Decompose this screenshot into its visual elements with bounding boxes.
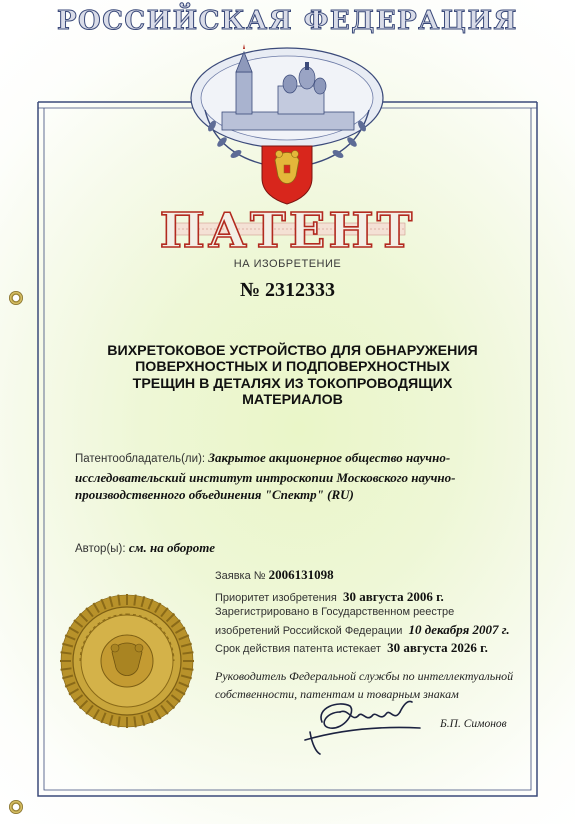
invention-title: [40, 343, 545, 409]
signer-name: Б.П. Симонов: [440, 718, 507, 730]
registered-row-2: [215, 622, 510, 638]
application-row: [215, 567, 334, 583]
document-type-heading: ПАТЕНТ: [159, 203, 416, 259]
invention-title-line: МАТЕРИАЛОВ: [242, 392, 343, 409]
holder-value: Закрытое акционерное общество научно-исследовательский институт интроскопии Московского научно-производственного объединения "Спектр" (RU): [75, 450, 456, 502]
document-subtitle: НА ИЗОБРЕТЕНИЕ: [233, 258, 342, 270]
seal-ray: [61, 668, 72, 669]
author-label: Автор(ы):: [75, 543, 126, 555]
expiry-label: Срок действия патента истекает: [215, 643, 381, 655]
coat-of-arms-icon: [262, 146, 312, 204]
binder-hole-icon: [9, 800, 23, 814]
invention-title-line: ПОВЕРХНОСТНЫХ И ПОДПОВЕРХНОСТНЫХ: [135, 359, 450, 376]
priority-label: Приоритет изобретения: [215, 592, 337, 604]
registered-line: Зарегистрировано в Государственном реестре: [215, 606, 455, 618]
authors: [75, 540, 215, 556]
signature-icon: [305, 701, 420, 754]
patent-holder: [75, 449, 505, 504]
application-number: 2006131098: [268, 567, 334, 582]
holder-label: Патентообладатель(ли):: [75, 453, 206, 465]
priority-row: [215, 589, 444, 605]
agency-head-title: Руководитель Федеральной службы по интеллектуальной собственности, патентам и товарным знакам: [215, 669, 514, 701]
seal-ray: [118, 595, 119, 606]
seal-ray: [134, 717, 135, 728]
seal-ray: [118, 717, 119, 728]
gold-seal-icon: [60, 594, 194, 728]
author-value: см. на обороте: [128, 540, 215, 555]
patent-number: № 2312333: [239, 279, 336, 301]
seal-ray: [61, 652, 72, 653]
expiry-date: 30 августа 2026 г.: [387, 640, 488, 655]
seal-ray: [183, 668, 194, 669]
seal-ray: [134, 595, 135, 606]
seal-ray: [183, 652, 194, 653]
expiry-row: [215, 640, 488, 656]
registered-label: изобретений Российской Федерации: [215, 625, 403, 637]
invention-title-line: ТРЕЩИН В ДЕТАЛЯХ ИЗ ТОКОПРОВОДЯЩИХ: [132, 375, 453, 392]
registered-row-1: [215, 606, 454, 618]
application-label: Заявка №: [215, 570, 266, 582]
registered-date: 10 декабря 2007 г.: [408, 622, 510, 637]
country-heading: РОССИЙСКАЯ ФЕДЕРАЦИЯ: [57, 6, 518, 36]
invention-title-line: ВИХРЕТОКОВОЕ УСТРОЙСТВО ДЛЯ ОБНАРУЖЕНИЯ: [107, 343, 478, 359]
priority-date: 30 августа 2006 г.: [343, 589, 444, 604]
